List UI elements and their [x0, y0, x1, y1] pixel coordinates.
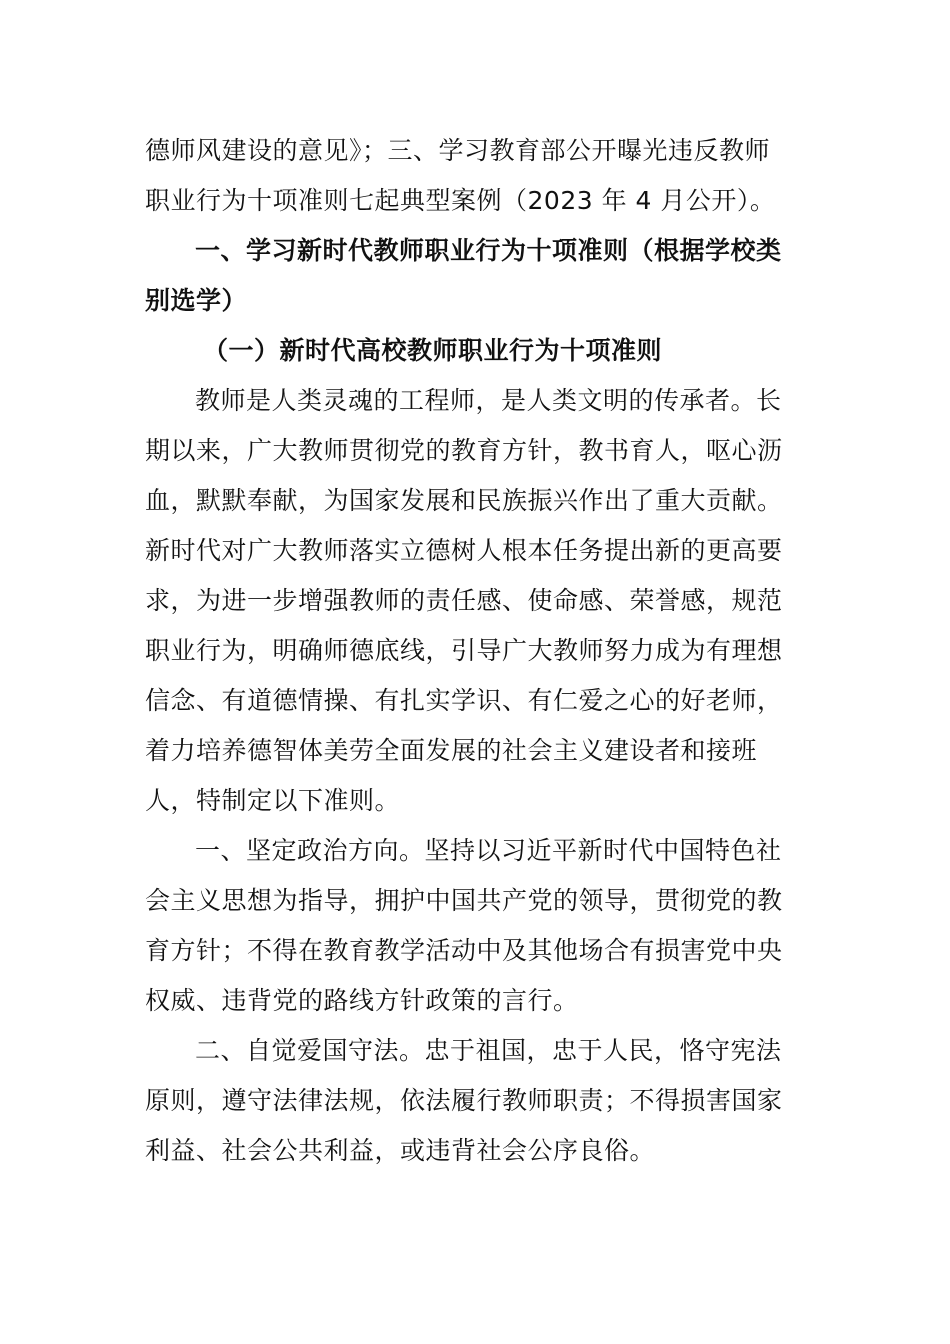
paragraph-line: 期以来，广大教师贯彻党的教育方针，教书育人，呕心沥 [145, 436, 783, 465]
text-line: 德师风建设的意见》；三、学习教育部公开曝光违反教师 [145, 136, 771, 165]
paragraph-line: 人，特制定以下准则。 [145, 786, 401, 815]
rule-two-line: 利益、社会公共利益，或违背社会公序良俗。 [145, 1136, 656, 1165]
paragraph-line: 新时代对广大教师落实立德树人根本任务提出新的更高要 [145, 536, 783, 565]
section-heading-continued: 别选学） [145, 286, 248, 315]
document-body [145, 126, 795, 1176]
rule-two-line: 原则，遵守法律法规，依法履行教师职责；不得损害国家 [145, 1086, 783, 1115]
paragraph-line: 求，为进一步增强教师的责任感、使命感、荣誉感，规范 [145, 586, 783, 615]
section-heading: 一、学习新时代教师职业行为十项准则（根据学校类 [195, 236, 782, 265]
rule-one-line: 育方针；不得在教育教学活动中及其他场合有损害党中央 [145, 936, 783, 965]
subsection-heading: （一）新时代高校教师职业行为十项准则 [203, 336, 663, 365]
paragraph-line: 着力培养德智体美劳全面发展的社会主义建设者和接班 [145, 736, 758, 765]
rule-two-line: 二、自觉爱国守法。忠于祖国，忠于人民，恪守宪法 [195, 1036, 782, 1065]
rule-one-line: 权威、违背党的路线方针政策的言行。 [145, 986, 579, 1015]
paragraph-line: 血，默默奉献，为国家发展和民族振兴作出了重大贡献。 [145, 486, 783, 515]
paragraph-line: 职业行为，明确师德底线，引导广大教师努力成为有理想 [145, 636, 783, 665]
rule-one-line: 会主义思想为指导，拥护中国共产党的领导，贯彻党的教 [145, 886, 783, 915]
paragraph-line: 教师是人类灵魂的工程师，是人类文明的传承者。长 [195, 386, 782, 415]
text-line: 职业行为十项准则七起典型案例（2023 年 4 月公开）。 [145, 186, 776, 215]
rule-one-line: 一、坚定政治方向。坚持以习近平新时代中国特色社 [195, 836, 782, 865]
paragraph-line: 信念、有道德情操、有扎实学识、有仁爱之心的好老师， [145, 686, 783, 715]
